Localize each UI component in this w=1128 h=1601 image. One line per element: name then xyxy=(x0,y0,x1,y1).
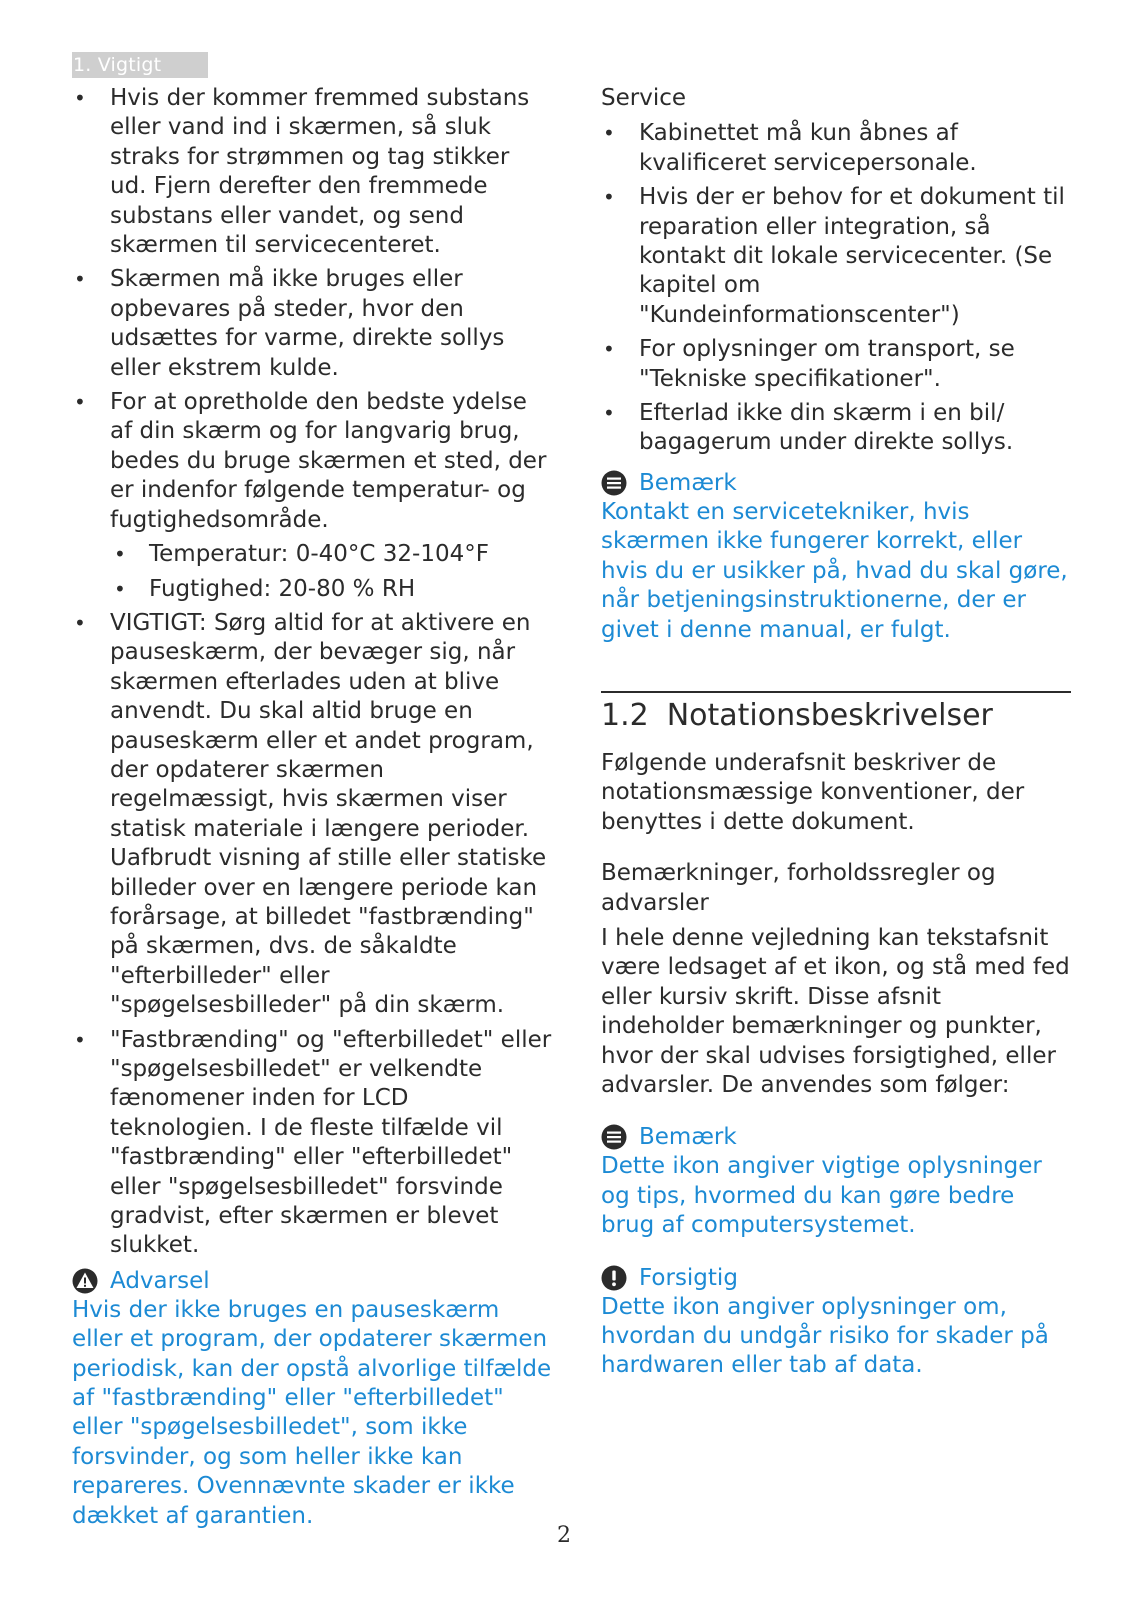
list-item: • Efterlad ikke din skærm i en bil/ bagagerum under direkte sollys. xyxy=(601,399,1071,458)
service-list xyxy=(601,119,1071,457)
caution-block xyxy=(601,1263,1071,1381)
sub-list-item: • Temperatur: 0-40°C 32-104°F xyxy=(72,540,552,569)
list-item: • VIGTIGT: Sørg altid for at aktivere en pauseskærm, der bevæger sig, når skærmen efterlades uden at blive anvendt. Du skal altid bruge en pauseskærm eller et andet program, der opdaterer skærmen regelmæssigt, hvis skærmen viser statisk materiale i længere perioder. Uafbrudt visning af stille eller statiske billeder over en længere periode kan forårsage, at billedet "fastbrænding" på skærmen, dvs. de såkaldte "efterbilleder" eller "spøgelsesbilleder" på din skærm. xyxy=(72,609,552,1021)
note-heading xyxy=(601,468,1071,498)
list-item: • For at opretholde den bedste ydelse af din skærm og for langvarig brug, bedes du bruge skærmen et sted, der er indenfor følgende temperatur- og fugtighedsområde. xyxy=(72,388,552,535)
note-heading xyxy=(601,1122,1071,1152)
section-heading xyxy=(601,691,1071,735)
warning-title: Advarsel xyxy=(110,1267,210,1294)
warning-triangle-icon xyxy=(72,1268,98,1294)
list-item: • Skærmen må ikke bruges eller opbevares på steder, hvor den udsættes for varme, direkte sollys eller ekstrem kulde. xyxy=(72,265,552,383)
note-icon xyxy=(601,1124,627,1150)
caution-heading xyxy=(601,1263,1071,1293)
note-block-2 xyxy=(601,1122,1071,1240)
note-block xyxy=(601,468,1071,645)
warning-block xyxy=(72,1266,552,1531)
exclamation-circle-icon xyxy=(601,1265,627,1291)
caution-title: Forsigtig xyxy=(639,1264,738,1291)
right-column xyxy=(601,84,1071,1381)
caution-text: Dette ikon angiver oplysninger om, hvordan du undgår risiko for skader på hardwaren eller tab af data. xyxy=(601,1293,1049,1379)
note-text: Kontakt en servicetekniker, hvis skærmen ikke fungerer korrekt, eller hvis du er usikker på, hvad du skal gøre, når betjeningsinstruktionerne, der er givet i denne manual, er fulgt. xyxy=(601,498,1068,643)
subsection-heading: Bemærkninger, forholdssregler og advarsler xyxy=(601,860,996,916)
list-item: • Kabinettet må kun åbnes af kvalificeret servicepersonale. xyxy=(601,119,1071,178)
section-body: I hele denne vejledning kan tekstafsnit være ledsaget af et ikon, og stå med fed eller kursiv skrift. Disse afsnit indeholder bemærkninger og punkter, hvor der skal udvises forsigtighed, eller advarsler. De anvendes som følger: xyxy=(601,924,1070,1098)
note-icon xyxy=(601,470,627,496)
warning-text: Hvis der ikke bruges en pauseskærm eller et program, der opdaterer skærmen periodisk, kan der opstå alvorlige tilfælde af "fastbrænding" eller "efterbilledet" eller "spøgelsesbilledet", som ikke forsvinder, og som heller ikke kan repareres. Ovennævnte skader er ikke dækket af garantien. xyxy=(72,1296,552,1529)
list-item: • "Fastbrænding" og "efterbilledet" eller "spøgelsesbilledet" er velkendte fænomener inden for LCD teknologien. I de fleste tilfælde vil "fastbrænding" eller "efterbilledet" eller "spøgelsesbilledet" forsvinde gradvist, efter skærmen er blevet slukket. xyxy=(72,1026,552,1261)
note-title: Bemærk xyxy=(639,1124,737,1151)
warning-heading xyxy=(72,1266,552,1296)
section-number: 1.2 xyxy=(601,697,649,733)
service-heading: Service xyxy=(601,85,687,111)
section-intro: Følgende underafsnit beskriver de notationsmæssige konventioner, der benyttes i dette dokument. xyxy=(601,749,1025,835)
left-column xyxy=(72,84,552,1531)
list-item: • Hvis der er behov for et dokument til reparation eller integration, så kontakt dit lokale servicecenter. (Se kapitel om "Kundeinformationscenter") xyxy=(601,183,1071,330)
section-tag: 1. Vigtigt xyxy=(72,52,208,78)
note-text: Dette ikon angiver vigtige oplysninger og tips, hvormed du kan gøre bedre brug af computersystemet. xyxy=(601,1153,1042,1239)
list-item: • Hvis der kommer fremmed substans eller vand ind i skærmen, så sluk straks for strømmen og tag stikker ud. Fjern derefter den fremmede substans eller vandet, og send skærmen til servicecenteret. xyxy=(72,84,552,260)
section-title: Notationsbeskrivelser xyxy=(666,697,993,733)
note-title: Bemærk xyxy=(639,469,737,496)
sub-list-item: • Fugtighed: 20-80 % RH xyxy=(72,575,552,604)
bullet-list-a xyxy=(72,84,552,1261)
page-number: 2 xyxy=(557,1523,571,1548)
list-item: • For oplysninger om transport, se "Tekniske specifikationer". xyxy=(601,335,1071,394)
